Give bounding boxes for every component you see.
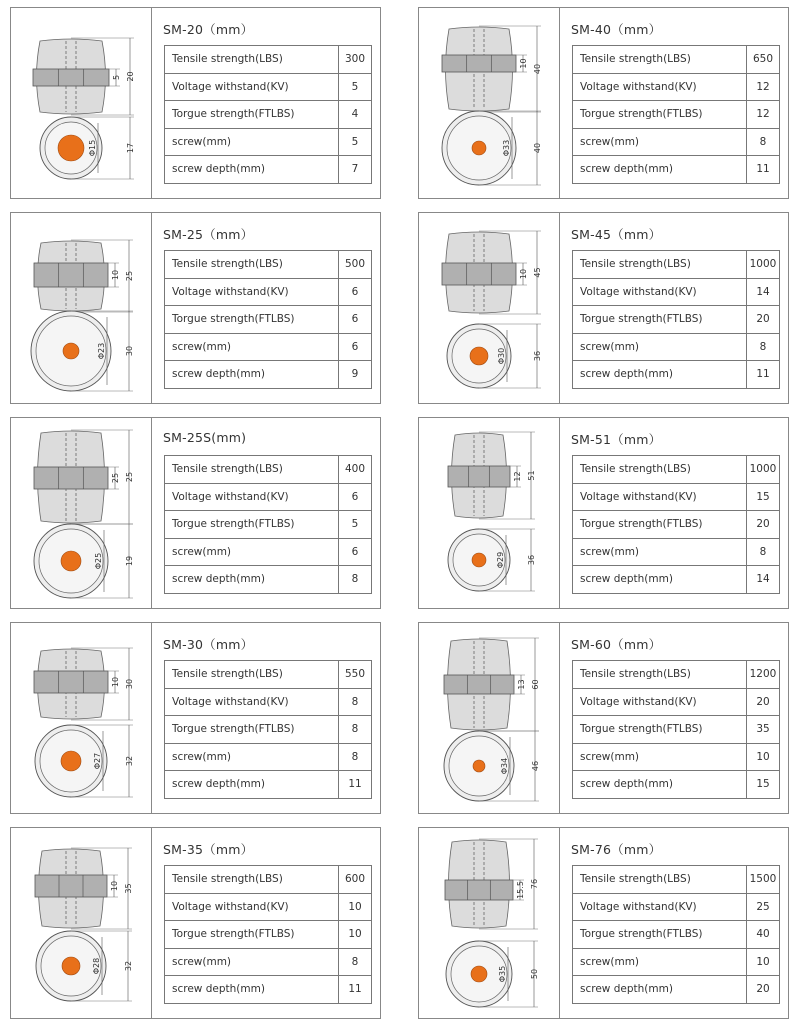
- threaded-insert: [473, 760, 485, 772]
- spec-label: Torgue strength(FTLBS): [165, 716, 339, 744]
- spec-value: 4: [339, 101, 372, 129]
- spec-table: [164, 45, 372, 184]
- spec-value: 400: [339, 456, 372, 484]
- spec-value: 20: [747, 976, 780, 1004]
- spec-value: 5: [339, 511, 372, 539]
- table-row: [165, 128, 372, 156]
- threaded-insert: [63, 343, 79, 359]
- spec-value: 1200: [747, 661, 780, 689]
- spec-value: 6: [339, 333, 372, 361]
- spec-label: screw(mm): [165, 743, 339, 771]
- table-row: [573, 921, 780, 949]
- spec-value: 5: [339, 128, 372, 156]
- spec-label: screw(mm): [165, 333, 339, 361]
- spec-label: screw depth(mm): [165, 361, 339, 389]
- table-row: [573, 538, 780, 566]
- spec-value: 8: [747, 128, 780, 156]
- spec-label: screw depth(mm): [573, 156, 747, 184]
- insulator-diagram: [11, 213, 151, 403]
- diameter-dimension-label: Φ25: [94, 552, 103, 570]
- spec-value: 8: [339, 566, 372, 594]
- spec-label: screw depth(mm): [573, 976, 747, 1004]
- table-row: [573, 743, 780, 771]
- diameter-dimension-label: Φ23: [97, 342, 106, 360]
- model-title: SM-45（mm）: [571, 227, 662, 242]
- spec-value: 10: [747, 743, 780, 771]
- spec-value: 8: [339, 743, 372, 771]
- spec-label: screw(mm): [573, 333, 747, 361]
- product-card: [418, 417, 789, 609]
- table-row: [573, 306, 780, 334]
- table-row: [165, 743, 372, 771]
- table-row: [165, 46, 372, 74]
- height-dimension-label: 25: [125, 270, 134, 282]
- table-row: [573, 511, 780, 539]
- insulator-diagram: [419, 623, 559, 813]
- spec-label: Tensile strength(LBS): [165, 251, 339, 279]
- diameter-height-label: 17: [126, 142, 135, 154]
- spec-table: [164, 455, 372, 594]
- table-row: [573, 716, 780, 744]
- table-row: [165, 976, 372, 1004]
- product-card: [418, 827, 789, 1019]
- table-row: [573, 976, 780, 1004]
- insulator-diagram: [11, 623, 151, 813]
- spec-value: 15: [747, 483, 780, 511]
- insulator-diagram: [419, 418, 559, 608]
- insulator-diagram: [11, 828, 151, 1018]
- spec-value: 8: [747, 538, 780, 566]
- table-row: [573, 866, 780, 894]
- table-row: [573, 128, 780, 156]
- height-dimension-label: 60: [531, 679, 540, 690]
- table-row: [165, 538, 372, 566]
- model-title: SM-25S(mm): [163, 430, 247, 445]
- threaded-insert: [62, 957, 80, 975]
- table-row: [573, 278, 780, 306]
- spec-value: 14: [747, 566, 780, 594]
- band-dimension-label: 15.5: [516, 881, 525, 899]
- spec-label: screw(mm): [165, 538, 339, 566]
- spec-label: Tensile strength(LBS): [573, 456, 747, 484]
- insulator-diagram: [419, 828, 559, 1018]
- spec-value: 5: [339, 73, 372, 101]
- table-row: [165, 306, 372, 334]
- spec-table: [572, 45, 780, 184]
- spec-value: 11: [339, 771, 372, 799]
- table-row: [573, 361, 780, 389]
- table-row: [165, 716, 372, 744]
- spec-label: Tensile strength(LBS): [573, 866, 747, 894]
- diameter-height-label: 36: [533, 350, 542, 362]
- spec-value: 300: [339, 46, 372, 74]
- diameter-height-label: 40: [533, 142, 542, 154]
- table-row: [165, 456, 372, 484]
- spec-label: Voltage withstand(KV): [573, 278, 747, 306]
- insulator-drawing: [11, 8, 152, 198]
- threaded-insert: [470, 347, 488, 365]
- diameter-height-label: 50: [530, 968, 539, 980]
- table-row: [573, 251, 780, 279]
- spec-label: Voltage withstand(KV): [165, 483, 339, 511]
- spec-label: screw(mm): [165, 128, 339, 156]
- spec-value: 20: [747, 688, 780, 716]
- table-row: [165, 251, 372, 279]
- band-dimension-label: 5: [112, 74, 121, 81]
- spec-value: 8: [339, 688, 372, 716]
- spec-value: 7: [339, 156, 372, 184]
- table-row: [573, 893, 780, 921]
- spec-label: Torgue strength(FTLBS): [573, 101, 747, 129]
- product-card: [10, 622, 381, 814]
- spec-label: Torgue strength(FTLBS): [165, 306, 339, 334]
- table-row: [573, 688, 780, 716]
- band-dimension-label: 10: [519, 268, 528, 280]
- threaded-insert: [58, 135, 84, 161]
- spec-table: [164, 865, 372, 1004]
- spec-label: Torgue strength(FTLBS): [573, 511, 747, 539]
- hex-band: [35, 875, 107, 897]
- spec-value: 11: [747, 156, 780, 184]
- spec-table: [164, 250, 372, 389]
- spec-value: 650: [747, 46, 780, 74]
- band-dimension-label: 12: [513, 471, 522, 482]
- spec-label: Voltage withstand(KV): [573, 688, 747, 716]
- spec-label: screw depth(mm): [165, 976, 339, 1004]
- spec-label: Torgue strength(FTLBS): [573, 306, 747, 334]
- table-row: [573, 483, 780, 511]
- model-title: SM-35（mm）: [163, 842, 254, 857]
- spec-value: 1500: [747, 866, 780, 894]
- height-dimension-label: 51: [527, 470, 536, 481]
- height-dimension-label: 35: [124, 883, 133, 894]
- spec-table: [572, 455, 780, 594]
- table-row: [165, 483, 372, 511]
- spec-value: 20: [747, 306, 780, 334]
- spec-label: screw depth(mm): [165, 566, 339, 594]
- table-row: [573, 948, 780, 976]
- band-dimension-label: 10: [111, 269, 120, 281]
- spec-value: 1000: [747, 251, 780, 279]
- threaded-insert: [61, 551, 81, 571]
- table-row: [165, 688, 372, 716]
- spec-value: 9: [339, 361, 372, 389]
- band-dimension-label: 25: [111, 472, 120, 484]
- insulator-drawing: [11, 213, 152, 403]
- spec-value: 600: [339, 866, 372, 894]
- spec-label: Torgue strength(FTLBS): [165, 921, 339, 949]
- table-row: [165, 511, 372, 539]
- table-row: [573, 661, 780, 689]
- product-card: [418, 7, 789, 199]
- hex-band: [33, 69, 109, 86]
- diameter-height-label: 30: [125, 345, 134, 357]
- spec-value: 8: [747, 333, 780, 361]
- spec-table: [572, 865, 780, 1004]
- hex-band: [444, 675, 514, 694]
- spec-value: 15: [747, 771, 780, 799]
- spec-table: [164, 660, 372, 799]
- spec-value: 10: [339, 893, 372, 921]
- spec-label: screw depth(mm): [165, 771, 339, 799]
- spec-value: 20: [747, 511, 780, 539]
- spec-label: Voltage withstand(KV): [165, 278, 339, 306]
- hex-band: [442, 263, 516, 285]
- threaded-insert: [61, 751, 81, 771]
- spec-value: 35: [747, 716, 780, 744]
- table-row: [165, 73, 372, 101]
- height-dimension-label: 20: [126, 71, 135, 82]
- diameter-height-label: 46: [531, 760, 540, 772]
- insulator-diagram: [419, 8, 559, 198]
- table-row: [573, 333, 780, 361]
- model-title: SM-25（mm）: [163, 227, 254, 242]
- table-row: [573, 771, 780, 799]
- insulator-diagram: [419, 213, 559, 403]
- spec-label: Tensile strength(LBS): [573, 251, 747, 279]
- table-row: [165, 566, 372, 594]
- spec-value: 6: [339, 278, 372, 306]
- threaded-insert: [472, 553, 486, 567]
- table-row: [573, 156, 780, 184]
- table-row: [573, 101, 780, 129]
- product-card: [418, 622, 789, 814]
- band-dimension-label: 10: [111, 676, 120, 688]
- hex-band: [448, 466, 510, 487]
- height-dimension-label: 40: [533, 63, 542, 75]
- spec-value: 11: [339, 976, 372, 1004]
- spec-label: Voltage withstand(KV): [573, 483, 747, 511]
- spec-label: Voltage withstand(KV): [165, 893, 339, 921]
- spec-value: 25: [747, 893, 780, 921]
- product-card: [10, 827, 381, 1019]
- model-title: SM-30（mm）: [163, 637, 254, 652]
- height-dimension-label: 76: [530, 878, 539, 890]
- table-row: [573, 456, 780, 484]
- table-row: [573, 566, 780, 594]
- diameter-dimension-label: Φ27: [93, 752, 102, 770]
- spec-value: 10: [339, 921, 372, 949]
- model-title: SM-76（mm）: [571, 842, 662, 857]
- spec-label: screw depth(mm): [573, 361, 747, 389]
- spec-value: 1000: [747, 456, 780, 484]
- spec-value: 6: [339, 538, 372, 566]
- spec-value: 11: [747, 361, 780, 389]
- band-dimension-label: 13: [517, 679, 526, 690]
- height-dimension-label: 25: [125, 471, 134, 483]
- table-row: [165, 661, 372, 689]
- spec-label: screw(mm): [573, 948, 747, 976]
- spec-label: Voltage withstand(KV): [165, 688, 339, 716]
- hex-band: [34, 467, 108, 489]
- spec-table: [572, 250, 780, 389]
- product-card: [10, 7, 381, 199]
- diameter-height-label: 19: [125, 555, 134, 567]
- product-card: [418, 212, 789, 404]
- diameter-dimension-label: Φ30: [497, 347, 506, 365]
- diameter-dimension-label: Φ29: [496, 551, 505, 569]
- table-row: [165, 866, 372, 894]
- diameter-dimension-label: Φ28: [92, 957, 101, 975]
- spec-label: Tensile strength(LBS): [573, 661, 747, 689]
- spec-value: 8: [339, 716, 372, 744]
- table-row: [573, 73, 780, 101]
- insulator-diagram: [11, 418, 151, 608]
- band-dimension-label: 10: [519, 58, 528, 69]
- table-row: [165, 771, 372, 799]
- spec-value: 40: [747, 921, 780, 949]
- height-dimension-label: 30: [125, 678, 134, 690]
- spec-label: Tensile strength(LBS): [165, 46, 339, 74]
- spec-label: screw depth(mm): [573, 771, 747, 799]
- spec-label: Voltage withstand(KV): [573, 73, 747, 101]
- diameter-height-label: 36: [527, 554, 536, 566]
- insulator-drawing: [11, 828, 152, 1018]
- insulator-drawing: [11, 418, 152, 608]
- diameter-dimension-label: Φ33: [502, 139, 511, 157]
- spec-value: 6: [339, 483, 372, 511]
- spec-value: 500: [339, 251, 372, 279]
- spec-value: 12: [747, 73, 780, 101]
- threaded-insert: [472, 141, 486, 155]
- hex-band: [34, 671, 108, 693]
- insulator-drawing: [11, 623, 152, 813]
- spec-label: Tensile strength(LBS): [165, 456, 339, 484]
- table-row: [165, 156, 372, 184]
- spec-label: screw(mm): [573, 128, 747, 156]
- spec-value: 12: [747, 101, 780, 129]
- spec-value: 6: [339, 306, 372, 334]
- hex-band: [442, 55, 516, 72]
- diameter-height-label: 32: [124, 960, 133, 972]
- table-row: [165, 278, 372, 306]
- spec-label: Torgue strength(FTLBS): [573, 716, 747, 744]
- spec-table: [572, 660, 780, 799]
- product-card: [10, 212, 381, 404]
- table-row: [165, 948, 372, 976]
- spec-label: Tensile strength(LBS): [573, 46, 747, 74]
- spec-label: Voltage withstand(KV): [573, 893, 747, 921]
- spec-label: screw(mm): [165, 948, 339, 976]
- model-title: SM-20（mm）: [163, 22, 254, 37]
- spec-value: 8: [339, 948, 372, 976]
- threaded-insert: [471, 966, 487, 982]
- spec-label: Torgue strength(FTLBS): [165, 101, 339, 129]
- spec-label: Tensile strength(LBS): [165, 661, 339, 689]
- model-title: SM-51（mm）: [571, 432, 662, 447]
- diameter-dimension-label: Φ34: [500, 757, 509, 775]
- table-row: [165, 361, 372, 389]
- height-dimension-label: 45: [533, 267, 542, 278]
- insulator-drawing: [419, 8, 560, 198]
- spec-label: screw depth(mm): [573, 566, 747, 594]
- table-row: [165, 101, 372, 129]
- hex-band: [34, 263, 108, 287]
- hex-band: [445, 880, 513, 900]
- spec-label: screw(mm): [573, 538, 747, 566]
- spec-label: screw depth(mm): [165, 156, 339, 184]
- table-row: [165, 333, 372, 361]
- spec-label: Torgue strength(FTLBS): [573, 921, 747, 949]
- insulator-drawing: [419, 828, 560, 1018]
- model-title: SM-40（mm）: [571, 22, 662, 37]
- spec-value: 10: [747, 948, 780, 976]
- diameter-height-label: 32: [125, 755, 134, 767]
- insulator-drawing: [419, 418, 560, 608]
- product-card: [10, 417, 381, 609]
- table-row: [165, 921, 372, 949]
- spec-label: Torgue strength(FTLBS): [165, 511, 339, 539]
- model-title: SM-60（mm）: [571, 637, 662, 652]
- spec-label: screw(mm): [573, 743, 747, 771]
- spec-value: 14: [747, 278, 780, 306]
- band-dimension-label: 10: [110, 880, 119, 892]
- table-row: [573, 46, 780, 74]
- insulator-diagram: [11, 8, 151, 198]
- diameter-dimension-label: Φ35: [498, 965, 507, 983]
- insulator-drawing: [419, 213, 560, 403]
- table-row: [165, 893, 372, 921]
- spec-label: Voltage withstand(KV): [165, 73, 339, 101]
- spec-value: 550: [339, 661, 372, 689]
- diameter-dimension-label: Φ15: [88, 139, 97, 157]
- insulator-drawing: [419, 623, 560, 813]
- spec-label: Tensile strength(LBS): [165, 866, 339, 894]
